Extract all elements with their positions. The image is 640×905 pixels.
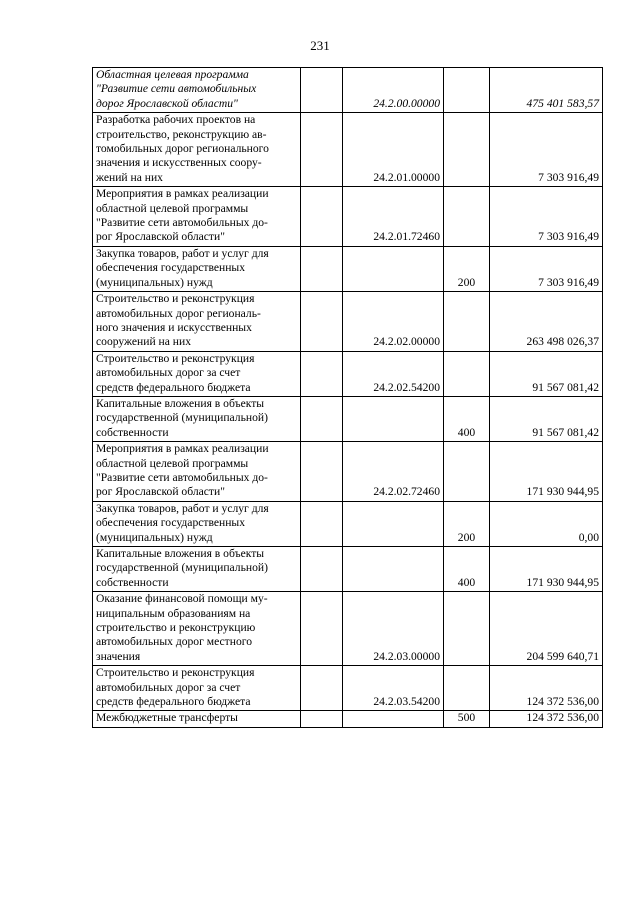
item-name-line: Закупка товаров, работ и услуг для xyxy=(96,246,269,260)
item-name-line: Закупка товаров, работ и услуг для xyxy=(96,501,269,515)
empty-cell xyxy=(301,442,343,502)
item-name-line: значения xyxy=(96,649,141,663)
item-name-cell xyxy=(93,187,301,247)
amount-cell: 0,00 xyxy=(490,501,603,546)
item-name-line: Капитальные вложения в объекты xyxy=(96,396,265,410)
item-name-line: собственности xyxy=(96,425,169,439)
item-name-line: обеспечения государственных xyxy=(96,261,246,275)
item-name-line: сооружений на них xyxy=(96,335,191,349)
amount-cell: 475 401 583,57 xyxy=(490,68,603,113)
target-code-cell: 24.2.00.00000 xyxy=(343,68,444,113)
budget-table xyxy=(92,67,603,728)
item-name-line: жений на них xyxy=(96,170,163,184)
empty-cell xyxy=(301,246,343,291)
item-name-cell xyxy=(93,711,301,727)
item-name-line: (муниципальных) нужд xyxy=(96,530,213,544)
item-name-line: дорог Ярославской области" xyxy=(96,96,238,110)
item-name-line: "Развитие сети автомобильных xyxy=(96,82,257,96)
table-row xyxy=(93,711,603,727)
item-name-line: Строительство и реконструкция xyxy=(96,666,255,680)
item-name-line: Мероприятия в рамках реализации xyxy=(96,187,269,201)
item-name-line: обеспечения государственных xyxy=(96,516,246,530)
amount-cell: 91 567 081,42 xyxy=(490,351,603,396)
table-row xyxy=(93,68,603,113)
amount-cell: 171 930 944,95 xyxy=(490,442,603,502)
table-row xyxy=(93,187,603,247)
item-name-line: значения и искусственных соору- xyxy=(96,156,262,170)
item-name-cell xyxy=(93,592,301,666)
item-name-cell xyxy=(93,501,301,546)
item-name-cell xyxy=(93,666,301,711)
empty-cell xyxy=(301,666,343,711)
expense-type-cell xyxy=(444,68,490,113)
empty-cell xyxy=(301,501,343,546)
target-code-cell: 24.2.03.00000 xyxy=(343,592,444,666)
item-name-line: автомобильных дорог за счет xyxy=(96,680,241,694)
empty-cell xyxy=(301,396,343,441)
item-name-line: "Развитие сети автомобильных до- xyxy=(96,216,268,230)
expense-type-cell xyxy=(444,666,490,711)
item-name-line: средств федерального бюджета xyxy=(96,695,251,709)
expense-type-cell xyxy=(444,187,490,247)
expense-type-cell: 500 xyxy=(444,711,490,727)
table-row xyxy=(93,547,603,592)
empty-cell xyxy=(301,592,343,666)
amount-cell: 124 372 536,00 xyxy=(490,711,603,727)
empty-cell xyxy=(301,68,343,113)
item-name-cell xyxy=(93,351,301,396)
target-code-cell: 24.2.03.54200 xyxy=(343,666,444,711)
amount-cell: 204 599 640,71 xyxy=(490,592,603,666)
expense-type-cell xyxy=(444,292,490,352)
item-name-cell xyxy=(93,442,301,502)
target-code-cell xyxy=(343,501,444,546)
item-name-line: собственности xyxy=(96,575,169,589)
item-name-cell xyxy=(93,396,301,441)
target-code-cell xyxy=(343,711,444,727)
expense-type-cell xyxy=(444,113,490,187)
empty-cell xyxy=(301,113,343,187)
item-name-line: автомобильных дорог региональ- xyxy=(96,306,261,320)
amount-cell: 124 372 536,00 xyxy=(490,666,603,711)
item-name-line: (муниципальных) нужд xyxy=(96,275,213,289)
expense-type-cell xyxy=(444,592,490,666)
item-name-cell xyxy=(93,113,301,187)
item-name-cell xyxy=(93,547,301,592)
item-name-line: автомобильных дорог за счет xyxy=(96,366,241,380)
empty-cell xyxy=(301,547,343,592)
table-row xyxy=(93,666,603,711)
expense-type-cell: 200 xyxy=(444,501,490,546)
item-name-cell xyxy=(93,246,301,291)
amount-cell: 7 303 916,49 xyxy=(490,113,603,187)
amount-cell: 7 303 916,49 xyxy=(490,187,603,247)
table-row xyxy=(93,592,603,666)
item-name-line: "Развитие сети автомобильных до- xyxy=(96,470,268,484)
item-name-line: строительство и реконструкцию xyxy=(96,621,256,635)
item-name-line: рог Ярославской области" xyxy=(96,230,225,244)
item-name-line: томобильных дорог регионального xyxy=(96,142,269,156)
item-name-line: областной целевой программы xyxy=(96,456,249,470)
item-name-line: ниципальным образованиям на xyxy=(96,606,251,620)
expense-type-cell xyxy=(444,442,490,502)
item-name-line: автомобильных дорог местного xyxy=(96,635,253,649)
table-row xyxy=(93,442,603,502)
item-name-line: строительство, реконструкцию ав- xyxy=(96,127,267,141)
page-number: 231 xyxy=(310,38,330,53)
table-row xyxy=(93,501,603,546)
item-name-line: Межбюджетные трансферты xyxy=(96,711,238,725)
table-row xyxy=(93,351,603,396)
target-code-cell xyxy=(343,246,444,291)
item-name-line: Строительство и реконструкция xyxy=(96,292,255,306)
item-name-line: государственной (муниципальной) xyxy=(96,561,268,575)
table-row xyxy=(93,396,603,441)
target-code-cell: 24.2.02.00000 xyxy=(343,292,444,352)
item-name-line: ного значения и искусственных xyxy=(96,320,252,334)
empty-cell xyxy=(301,292,343,352)
amount-cell: 263 498 026,37 xyxy=(490,292,603,352)
expense-type-cell xyxy=(444,351,490,396)
item-name-line: государственной (муниципальной) xyxy=(96,411,268,425)
table-row xyxy=(93,113,603,187)
item-name-line: областной целевой программы xyxy=(96,201,249,215)
target-code-cell: 24.2.02.54200 xyxy=(343,351,444,396)
item-name-line: Мероприятия в рамках реализации xyxy=(96,442,269,456)
amount-cell: 7 303 916,49 xyxy=(490,246,603,291)
item-name-line: средств федерального бюджета xyxy=(96,380,251,394)
target-code-cell xyxy=(343,396,444,441)
amount-cell: 91 567 081,42 xyxy=(490,396,603,441)
item-name-line: Оказание финансовой помощи му- xyxy=(96,592,268,606)
expense-type-cell: 400 xyxy=(444,396,490,441)
table-row xyxy=(93,246,603,291)
budget-table-body xyxy=(93,68,603,728)
target-code-cell: 24.2.01.00000 xyxy=(343,113,444,187)
item-name-line: Строительство и реконструкция xyxy=(96,351,255,365)
target-code-cell: 24.2.01.72460 xyxy=(343,187,444,247)
item-name-cell xyxy=(93,292,301,352)
target-code-cell xyxy=(343,547,444,592)
table-row xyxy=(93,292,603,352)
amount-cell: 171 930 944,95 xyxy=(490,547,603,592)
target-code-cell: 24.2.02.72460 xyxy=(343,442,444,502)
empty-cell xyxy=(301,711,343,727)
item-name-line: Разработка рабочих проектов на xyxy=(96,113,256,127)
empty-cell xyxy=(301,187,343,247)
item-name-line: Областная целевая программа xyxy=(96,68,249,81)
item-name-line: рог Ярославской области" xyxy=(96,485,225,499)
expense-type-cell: 200 xyxy=(444,246,490,291)
expense-type-cell: 400 xyxy=(444,547,490,592)
item-name-line: Капитальные вложения в объекты xyxy=(96,547,265,560)
item-name-cell xyxy=(93,68,301,113)
empty-cell xyxy=(301,351,343,396)
